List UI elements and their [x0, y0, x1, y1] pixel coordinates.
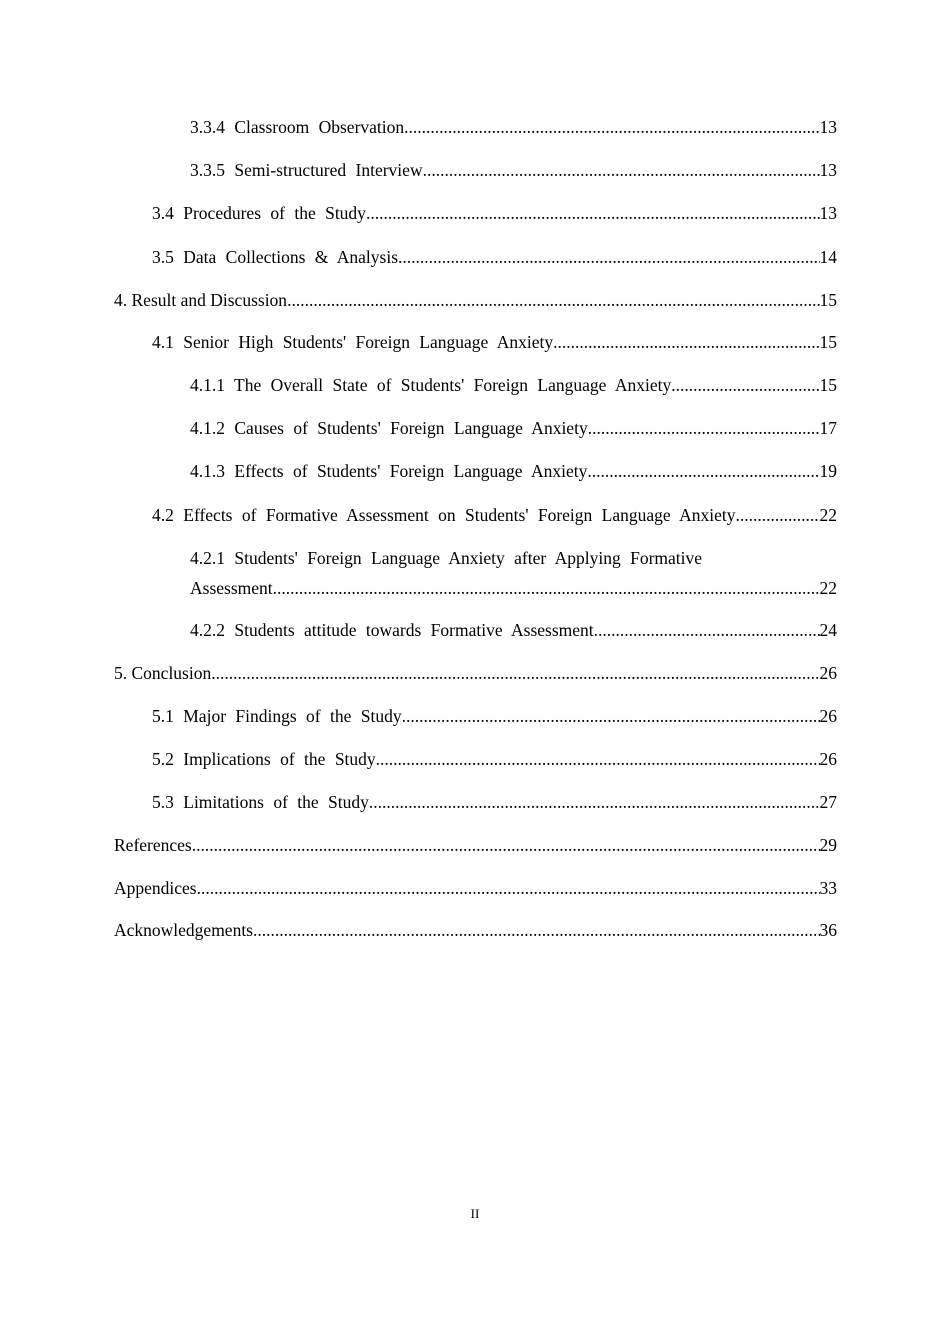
- toc-entry[interactable]: [190, 577, 837, 599]
- toc-entry[interactable]: [152, 331, 837, 353]
- toc-entry[interactable]: [190, 116, 837, 138]
- toc-entry-page: 13: [819, 160, 837, 180]
- toc-leader-dots: [587, 460, 819, 482]
- toc-entry[interactable]: [114, 662, 837, 684]
- toc-entry-page: 15: [819, 375, 837, 395]
- toc-entry[interactable]: [114, 289, 837, 311]
- toc-leader-dots: [197, 877, 820, 899]
- toc-entry[interactable]: [152, 791, 837, 813]
- toc-leader-dots: [588, 417, 820, 439]
- toc-entry-page: 26: [819, 706, 837, 726]
- toc-entry-label: References: [114, 835, 192, 855]
- toc-entry-label: 5.3 Limitations of the Study: [152, 792, 369, 812]
- toc-entry-page: 29: [819, 835, 837, 855]
- toc-entry[interactable]: [190, 619, 837, 641]
- toc-entry[interactable]: [152, 504, 837, 526]
- toc-entry-label: 5.1 Major Findings of the Study: [152, 706, 402, 726]
- toc-entry-label: 4.1 Senior High Students' Foreign Language Anxiety: [152, 332, 554, 352]
- toc-entry-label: 5. Conclusion: [114, 663, 212, 683]
- toc-entry-label: Acknowledgements: [114, 920, 253, 940]
- toc-entry-page: 24: [819, 620, 837, 640]
- toc-leader-dots: [369, 791, 820, 813]
- toc-entry[interactable]: [152, 202, 837, 224]
- toc-leader-dots: [594, 619, 820, 641]
- toc-leader-dots: [671, 374, 819, 396]
- toc-entry-page: 13: [819, 203, 837, 223]
- toc-leader-dots: [735, 504, 819, 526]
- toc-entry-label: 4. Result and Discussion: [114, 290, 288, 310]
- toc-leader-dots: [211, 662, 819, 684]
- toc-entry-page: 22: [819, 578, 837, 598]
- toc-leader-dots: [423, 159, 820, 181]
- toc-entry-page: 33: [819, 878, 837, 898]
- toc-entry-label-line1[interactable]: 4.2.1 Students' Foreign Language Anxiety after Applying Formative: [190, 548, 703, 568]
- page-number: II: [470, 1206, 480, 1221]
- toc-entry-page: 17: [819, 418, 837, 438]
- toc-entry-page: 15: [819, 290, 837, 310]
- toc-entry-label: 4.2.2 Students attitude towards Formative Assessment: [190, 620, 594, 640]
- toc-entry-label: 3.3.5 Semi-structured Interview: [190, 160, 423, 180]
- toc-leader-dots: [192, 834, 820, 856]
- toc-entry[interactable]: [152, 246, 837, 268]
- toc-leader-dots: [402, 705, 820, 727]
- toc-entry-page: 19: [819, 461, 837, 481]
- toc-entry[interactable]: [190, 460, 837, 482]
- toc-leader-dots: [398, 246, 819, 268]
- toc-entry-label: 4.1.2 Causes of Students' Foreign Language Anxiety: [190, 418, 588, 438]
- toc-entry[interactable]: [152, 748, 837, 770]
- toc-entry-label: 5.2 Implications of the Study: [152, 749, 376, 769]
- toc-entry[interactable]: [152, 705, 837, 727]
- toc-entry-label: 3.5 Data Collections & Analysis: [152, 247, 399, 267]
- toc-leader-dots: [553, 331, 819, 353]
- toc-entry-page: 36: [819, 920, 837, 940]
- toc-leader-dots: [287, 289, 819, 311]
- toc-entry-label: 3.4 Procedures of the Study: [152, 203, 366, 223]
- toc-entry-page: 14: [819, 247, 837, 267]
- toc-entry[interactable]: [190, 374, 837, 396]
- toc-entry-page: 26: [819, 749, 837, 769]
- toc-leader-dots: [404, 116, 819, 138]
- toc-entry-page: 13: [819, 117, 837, 137]
- toc-entry-label: 4.1.1 The Overall State of Students' Foreign Language Anxiety: [190, 375, 672, 395]
- toc-entry-label: 4.2 Effects of Formative Assessment on Students' Foreign Language Anxiety: [152, 505, 736, 525]
- toc-entry-page: 22: [819, 505, 837, 525]
- toc-entry[interactable]: [190, 417, 837, 439]
- toc-entry[interactable]: [114, 919, 837, 941]
- toc-entry-label: Appendices: [114, 878, 197, 898]
- toc-leader-dots: [253, 919, 820, 941]
- toc-entry-label-line2: Assessment: [190, 578, 273, 598]
- toc-entry-label: 4.1.3 Effects of Students' Foreign Language Anxiety: [190, 461, 588, 481]
- toc-leader-dots: [376, 748, 820, 770]
- toc-entry[interactable]: [114, 877, 837, 899]
- toc-entry[interactable]: [190, 159, 837, 181]
- toc-leader-dots: [366, 202, 820, 224]
- toc-leader-dots: [273, 577, 820, 599]
- toc-entry-page: 27: [819, 792, 837, 812]
- toc-entry-page: 26: [819, 663, 837, 683]
- toc-entry[interactable]: [114, 834, 837, 856]
- toc-entry-label: 3.3.4 Classroom Observation: [190, 117, 405, 137]
- toc-entry-page: 15: [819, 332, 837, 352]
